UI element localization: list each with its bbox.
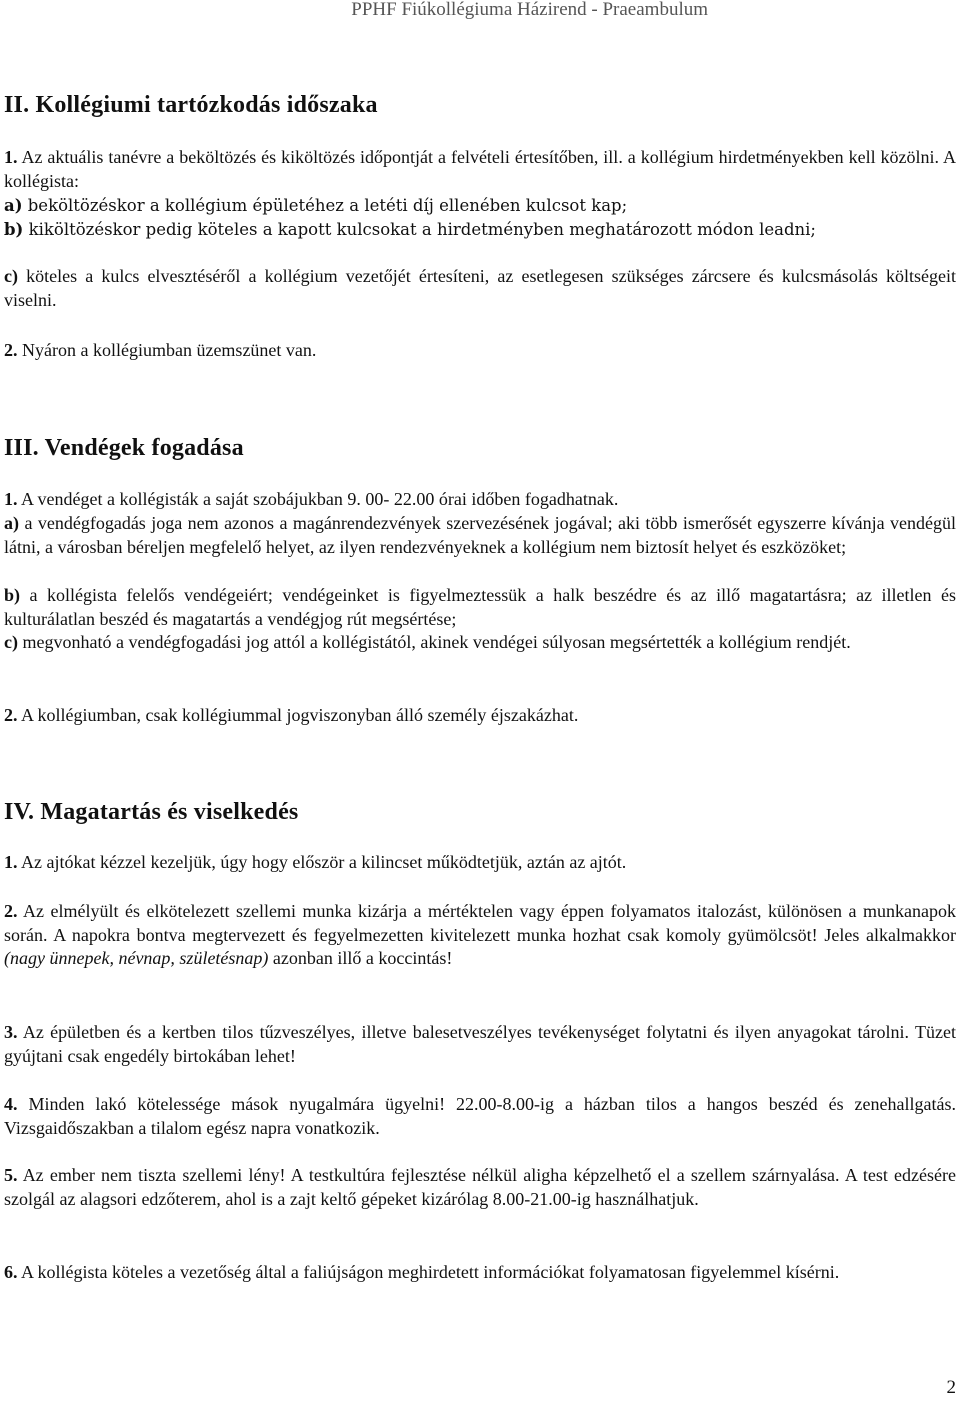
section-heading-iv: IV. Magatartás és viselkedés <box>4 799 299 825</box>
section-iii-item-1c <box>4 631 956 655</box>
section-heading-iii: III. Vendégek fogadása <box>4 435 244 461</box>
item-number: 2. <box>4 340 18 360</box>
sub-text-a: a vendégfogadás joga nem azonos a magánrendezvények szervezésének jogával; aki több ismerősét egyszerre kívánja vendégül látni, a városban béreljen megfelelő helyet, az ilyen rendezvényeknek a kollégium nem biztosít helyet és eszközöket; <box>4 513 957 557</box>
section-iv-item-4 <box>4 1093 956 1140</box>
item-text: Az épületben és a kertben tilos tűzveszélyes, illetve balesetveszélyes tevékenységet folytatni és ilyen anyagokat tárolni. Tüzet gyújtani csak engedély birtokában lehet! <box>4 1022 956 1066</box>
item-text: A vendéget a kollégisták a saját szobájukban 9. 00- 22.00 órai időben fogadhatnak. <box>21 489 619 509</box>
sub-label-a: a) <box>4 513 19 533</box>
item-number: 3. <box>4 1022 18 1042</box>
item-text: Minden lakó kötelessége mások nyugalmára ügyelni! 22.00-8.00-ig a házban tilos a hangos beszéd és zenehallgatás. Vizsgaidőszakban a tilalom egész napra vonatkozik. <box>4 1094 956 1138</box>
section-iii-item-1a <box>4 512 956 559</box>
section-iv-item-1 <box>4 851 956 875</box>
section-ii-item-1b <box>4 218 956 242</box>
section-iv-item-6 <box>4 1261 956 1285</box>
sub-label-a: a) <box>4 196 23 215</box>
item-text: Nyáron a kollégiumban üzemszünet van. <box>22 340 317 360</box>
item-italic-note: (nagy ünnepek, névnap, születésnap) <box>4 948 269 968</box>
item-number: 2. <box>4 901 18 921</box>
item-text: Az ajtókat kézzel kezeljük, úgy hogy először a kilincset működtetjük, aztán az ajtót. <box>21 852 627 872</box>
sub-text-a: beköltözéskor a kollégium épületéhez a letéti díj ellenében kulcsot kap; <box>27 196 628 215</box>
section-iii-item-1 <box>4 488 956 512</box>
item-text: A kollégista köteles a vezetőség által a faliújságon meghirdetett információkat folyamatosan figyelemmel kísérni. <box>21 1262 840 1282</box>
section-iii-item-2 <box>4 704 956 728</box>
section-ii-item-1a <box>4 194 956 218</box>
sub-label-c: c) <box>4 266 18 286</box>
page-number: 2 <box>946 1377 956 1398</box>
sub-text-c: köteles a kulcs elvesztéséről a kollégium vezetőjét értesíteni, az esetlegesen szükséges zárcsere és kulcsmásolás költségeit viselni. <box>4 266 956 310</box>
sub-text-c: megvonható a vendégfogadási jog attól a kollégistától, akinek vendégei súlyosan megsértették a kollégium rendjét. <box>22 632 851 652</box>
section-heading-ii: II. Kollégiumi tartózkodás időszaka <box>4 92 378 118</box>
sub-text-b: a kollégista felelős vendégeiért; vendégeinket is figyelmeztessük a halk beszédre és az illő magatartásra; az illetlen és kulturálatlan beszéd és magatartás a vendégjog rút megsértése; <box>4 585 957 629</box>
section-ii-item-1 <box>4 146 956 193</box>
item-text: Az elmélyült és elkötelezett szellemi munka kizárja a mértéktelen vagy éppen folyamatos italozást, különösen a munkanapok során. A napokra bontva megtervezett és fegyelmezetten kivitelezett munka hozhat csak komoly gyümölcsöt! Jeles alkalmakkor <box>4 901 956 945</box>
section-iv-item-5 <box>4 1164 956 1211</box>
section-iv-item-3 <box>4 1021 956 1068</box>
item-number: 6. <box>4 1262 18 1282</box>
sub-label-b: b) <box>4 585 21 605</box>
section-iii-item-1b <box>4 584 956 631</box>
item-text: A kollégiumban, csak kollégiummal jogviszonyban álló személy éjszakázhat. <box>21 705 579 725</box>
item-number: 1. <box>4 489 18 509</box>
sub-text-b: kiköltözéskor pedig köteles a kapott kulcsokat a hirdetményben meghatározott módon leadni; <box>28 220 816 239</box>
item-text: Az ember nem tiszta szellemi lény! A testkultúra fejlesztése nélkül aligha képzelhető el a szellem szárnyalása. A test edzésére szolgál az alagsori edzőterem, ahol is a zajt keltő gépeket kizárólag 8.00-21.00-ig használhatjuk. <box>4 1165 956 1209</box>
item-number: 4. <box>4 1094 18 1114</box>
section-ii-item-1c <box>4 265 956 312</box>
item-number: 1. <box>4 147 18 167</box>
sub-label-b: b) <box>4 220 24 239</box>
section-iv-item-2 <box>4 900 956 971</box>
item-text: Az aktuális tanévre a beköltözés és kiköltözés időpontját a felvételi értesítőben, ill. a kollégium hirdetményekben kell közölni. A kollégista: <box>4 147 956 191</box>
item-number: 2. <box>4 705 18 725</box>
item-number: 1. <box>4 852 18 872</box>
section-ii-item-2 <box>4 339 956 363</box>
running-header: PPHF Fiúkollégiuma Házirend - Praeambulum <box>351 0 708 20</box>
item-text-tail: azonban illő a koccintás! <box>272 948 453 968</box>
item-number: 5. <box>4 1165 18 1185</box>
sub-label-c: c) <box>4 632 18 652</box>
